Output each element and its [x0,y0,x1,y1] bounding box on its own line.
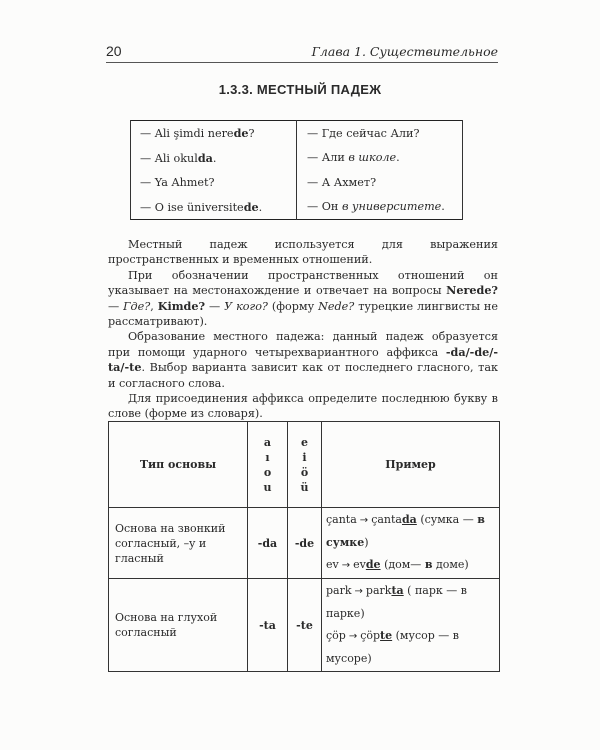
affix-table [108,421,500,672]
turkish-line [131,195,297,220]
affix-front: -te [288,579,322,672]
vowel: ö [300,465,309,479]
question-nede: Nede? [318,299,355,313]
translation-gde: Где? [123,299,151,313]
inflected-stem: çanta [371,513,402,526]
page-number: 20 [106,43,122,59]
examples [322,508,500,579]
text-run: . [441,200,445,214]
question-kimde: Kimde? [157,298,206,313]
vowel: ı [265,450,270,464]
vowel: u [263,480,272,494]
inflected-stem: park [365,584,392,597]
inflected-affix: da [401,513,417,526]
gloss: (дом— [384,558,425,571]
affix-front: -de [288,508,322,579]
affix-row [109,508,500,579]
inflected-stem: ev [353,558,366,571]
text-run: . Выбор варианта зависит как от последнего гласного, так и согласного слова. [108,361,498,390]
stem-type: Основа на звонкий согласный, –y и гласный [109,508,248,579]
inflected-affix: ta [391,584,404,597]
text-run: — Али [307,151,349,165]
arrow-icon: → [354,586,363,597]
example-line [326,625,498,670]
vowel: a [263,435,272,449]
example-line [326,554,498,577]
gloss: ) [364,536,369,549]
stem-type: Основа на глухой согласный [109,579,248,672]
russian-line [297,146,463,171]
text-run: — [108,299,124,313]
examples [322,579,500,672]
affix-table-header [109,422,500,508]
gloss-bold: в [424,558,433,571]
section-title: 1.3.3. МЕСТНЫЙ ПАДЕЖ [218,82,382,97]
turkish-line [131,146,297,171]
text-run: de [233,126,249,141]
text-run: — O ise üniversite [140,200,244,214]
gloss-bold: в сумке [326,513,485,549]
example-line [326,509,498,554]
text-run: . [396,151,400,165]
vowel: i [302,450,307,464]
text-run: (форму [267,299,319,313]
paragraph-instruction: Для присоединения аффикса определите последнюю букву в слове (форме из словаря). [108,392,498,421]
text-run: в университете [341,200,442,214]
vowel: o [263,465,272,479]
affix-row [109,579,500,672]
arrow-icon: → [348,631,358,642]
gloss: (мусор — в мусоре) [326,629,459,665]
inflected-stem: çöp [360,629,381,642]
affix-back: -da [248,508,288,579]
turkish-line [131,121,297,146]
paragraph-usage: Местный падеж используется для выражения пространственных и временных отношений. [108,238,498,267]
inflected-affix: te [380,629,393,642]
header-stem-type: Тип основы [109,422,248,508]
running-header [106,40,498,63]
paragraph-formation [108,329,498,391]
text-run: При обозначении пространственных отношений он указывает на местонахождение и отвечает на вопросы [108,268,498,298]
header-example: Пример [322,422,500,508]
text-run: . [212,151,217,165]
affix-variants: -da/-de/-ta/-te [108,344,498,375]
arrow-icon: → [341,560,351,571]
paragraph-spatial [108,268,498,330]
text-run: ? [248,127,255,141]
stem-word: çanta [326,513,357,526]
header-back-vowels [248,422,288,508]
header-front-vowels [288,422,322,508]
body-text [108,237,498,422]
turkish-line [131,170,297,195]
translation-u-kogo: У кого? [224,299,268,313]
text-run: — Ya Ahmet? [140,176,215,190]
text-run: — Ali şimdi nere [140,127,234,141]
vowel: e [301,435,308,449]
text-run: — Ali okul [140,151,198,165]
dialogue-row [131,146,463,171]
text-run: — Он [307,200,342,214]
example-line [326,580,498,625]
affix-back: -ta [248,579,288,672]
text-run: — А Ахмет? [307,175,377,189]
dialogue-row [131,121,463,146]
chapter-title: Глава 1. Существительное [311,44,498,59]
stem-word: park [326,584,352,597]
text-run: , [150,299,158,313]
text-run: турецкие лингвисты не рассматривают). [108,299,498,329]
text-run: Образование местного падежа: данный падеж образуется при помощи ударного четырехвариантного аффикса [108,330,498,359]
dialogue-row [131,195,463,220]
text-run: . [258,200,263,214]
gloss: доме) [432,558,469,571]
text-run: da [197,150,213,165]
text-run: — Где сейчас Али? [307,126,420,140]
text-run: — [205,299,225,313]
dialogue-table [130,120,463,220]
russian-line [297,195,463,220]
text-run: de [243,199,259,214]
vowel: ü [300,480,309,494]
arrow-icon: → [359,515,369,526]
russian-line [297,121,463,146]
dialogue-row [131,170,463,195]
russian-line [297,170,463,195]
question-nerede: Nerede? [446,283,498,298]
text-run: в школе [348,151,397,165]
stem-word: ev [326,558,339,571]
gloss: ( парк — в парке) [326,584,467,620]
gloss: (сумка — [420,513,478,526]
stem-word: çöp [326,629,346,642]
inflected-affix: de [365,558,381,571]
